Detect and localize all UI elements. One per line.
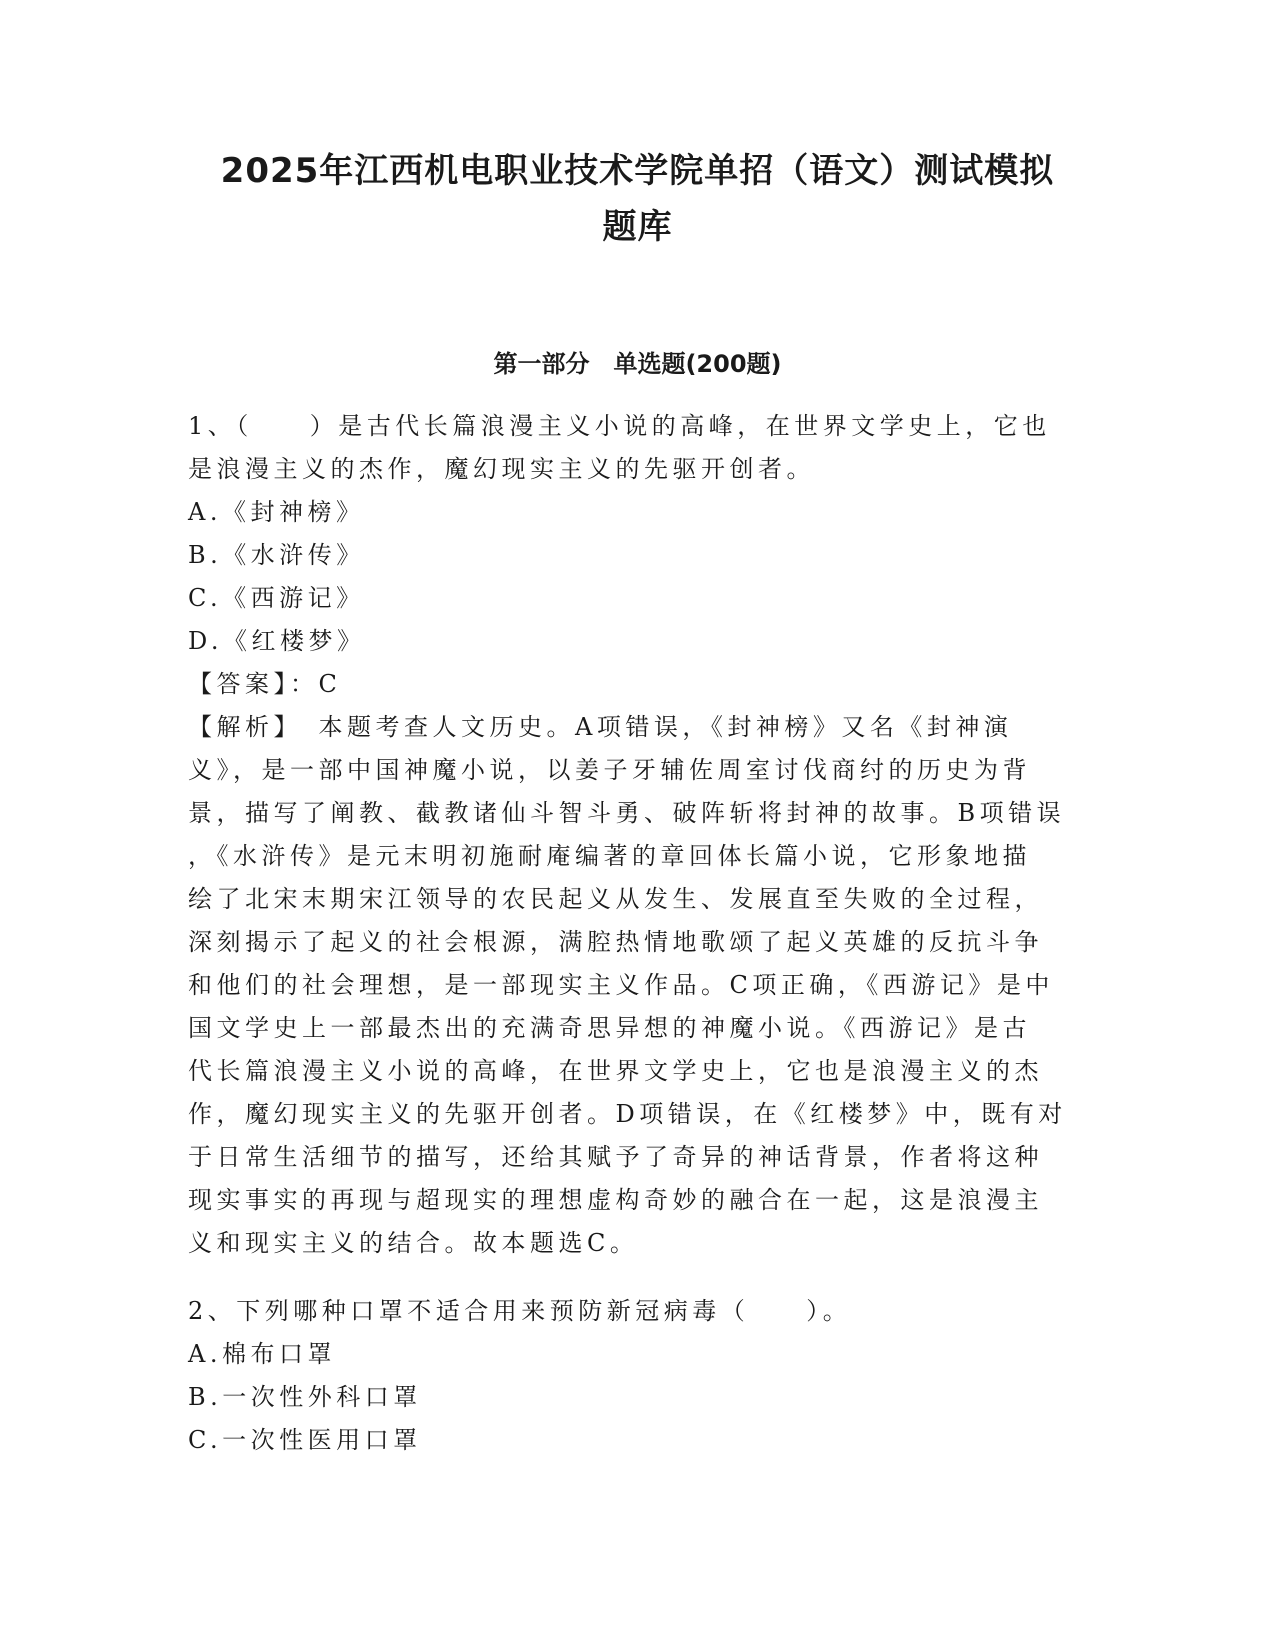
analysis-line: ，《水浒传》是元末明初施耐庵编著的章回体长篇小说，它形象地描 — [188, 842, 1031, 870]
option-b: B.《水浒传》 — [188, 541, 365, 569]
question-block-2 — [188, 1290, 1088, 1462]
option-a: A.《封神榜》 — [188, 498, 365, 526]
section-heading: 第一部分 单选题(200题) — [493, 350, 782, 378]
analysis-line: 深刻揭示了起义的社会根源，满腔热情地歌颂了起义英雄的反抗斗争 — [188, 928, 1043, 956]
analysis-line: 作，魔幻现实主义的先驱开创者。D项错误，在《红楼梦》中，既有对 — [188, 1100, 1067, 1128]
analysis-line: 现实事实的再现与超现实的理想虚构奇妙的融合在一起，这是浪漫主 — [188, 1186, 1043, 1214]
analysis-line: 国文学史上一部最杰出的充满奇思异想的神魔小说。《西游记》是古 — [188, 1014, 1031, 1042]
analysis-line: 于日常生活细节的描写，还给其赋予了奇异的神话背景，作者将这种 — [188, 1143, 1043, 1171]
analysis-line: 绘了北宋末期宋江领导的农民起义从发生、发展直至失败的全过程， — [188, 885, 1043, 913]
answer-line: 【答案】：C — [188, 670, 342, 698]
title-line-2: 题库 — [602, 207, 673, 247]
question-block-1 — [188, 405, 1088, 1265]
title-line-1: 2025年江西机电职业技术学院单招（语文）测试模拟 — [220, 151, 1055, 191]
option-d: D.《红楼梦》 — [188, 627, 366, 655]
question-stem-line: 1、（ ）是古代长篇浪漫主义小说的高峰，在世界文学史上，它也 — [188, 412, 1051, 440]
option-a: A.棉布口罩 — [188, 1340, 336, 1368]
document-title — [150, 143, 1125, 255]
analysis-line: 义和现实主义的结合。故本题选C。 — [188, 1229, 639, 1257]
analysis-line: 景，描写了阐教、截教诸仙斗智斗勇、破阵斩将封神的故事。B项错误 — [188, 799, 1066, 827]
question-stem-line: 是浪漫主义的杰作，魔幻现实主义的先驱开创者。 — [188, 455, 815, 483]
analysis-line: 【解析】 本题考查人文历史。A项错误，《封神榜》又名《封神演 — [188, 713, 1013, 741]
option-c: C.一次性医用口罩 — [188, 1426, 422, 1454]
question-stem-line: 2、下列哪种口罩不适合用来预防新冠病毒（ ）。 — [188, 1297, 852, 1325]
analysis-line: 和他们的社会理想，是一部现实主义作品。C项正确，《西游记》是中 — [188, 971, 1054, 999]
option-b: B.一次性外科口罩 — [188, 1383, 422, 1411]
option-c: C.《西游记》 — [188, 584, 365, 612]
analysis-line: 代长篇浪漫主义小说的高峰，在世界文学史上，它也是浪漫主义的杰 — [188, 1057, 1043, 1085]
analysis-line: 义》，是一部中国神魔小说，以姜子牙辅佐周室讨伐商纣的历史为背 — [188, 756, 1031, 784]
